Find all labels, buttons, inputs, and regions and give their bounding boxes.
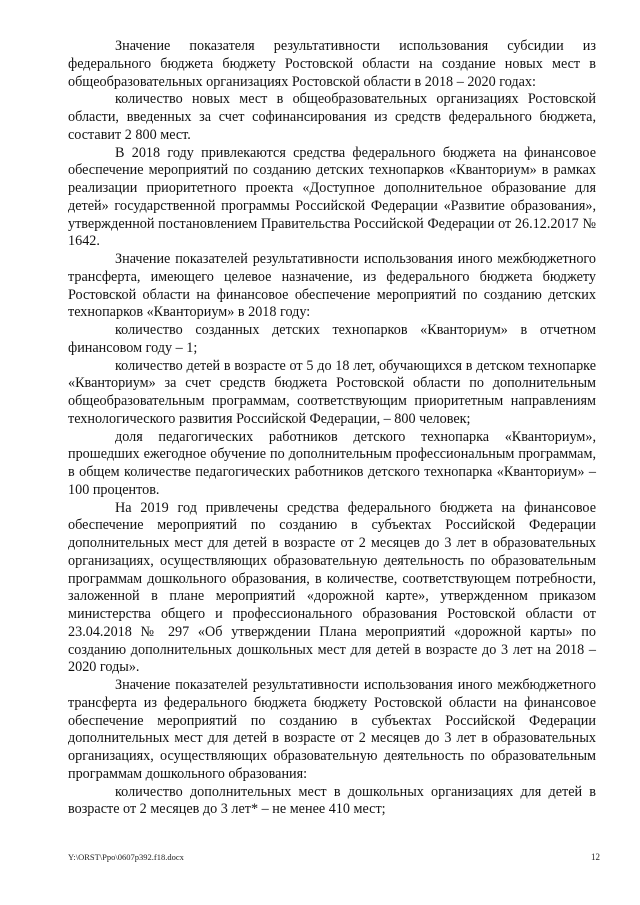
paragraph: В 2018 году привлекаются средства федерального бюджета на финансовое обеспечение мероприятий по созданию детских технопарков «Кванториум» в рамках реализации приоритетного проекта «Доступное дополнительное образование для детей» государственной программы Российской Федерации «Развитие образования», утвержденной постановлением Правительства Российской Федерации от 26.12.2017 № 1642. [68, 144, 596, 250]
paragraph: количество детей в возрасте от 5 до 18 лет, обучающихся в детском технопарке «Кванториум» за счет средств бюджета Ростовской области по дополнительным общеобразовательным программам, соответствующим приоритетным направлениям технологического развития Российской Федерации, – 800 человек; [68, 357, 596, 427]
paragraph: доля педагогических работников детского технопарка «Кванториум», прошедших ежегодное обучение по дополнительным профессиональным программам, в общем количестве педагогических работников детского технопарка «Кванториум» – 100 процентов. [68, 428, 596, 498]
paragraph: На 2019 год привлечены средства федерального бюджета на финансовое обеспечение мероприятий по созданию в субъектах Российской Федерации дополнительных мест для детей в возрасте от 2 месяцев до 3 лет в образовательных организациях, осуществляющих образовательную деятельность по образовательным программам дошкольного образования, в количестве, соответствующем потребности, заложенной в плане мероприятий «дорожной карте», утвержденном приказом министерства общего и профессионального образования Ростовской области от 23.04.2018 № 297 «Об утверждении Плана мероприятий «дорожной карты» по созданию дополнительных дошкольных мест для детей в возрасте до 3 лет на 2018 – 2020 годы». [68, 499, 596, 676]
paragraph: Значение показателя результативности использования субсидии из федерального бюджета бюджету Ростовской области на создание новых мест в общеобразовательных организациях Ростовской области в 2018 – 2020 годах: [68, 38, 596, 90]
paragraph: количество созданных детских технопарков «Кванториум» в отчетном финансовом году – 1; [68, 322, 596, 356]
footer-page-number: 12 [591, 852, 600, 862]
paragraph: количество дополнительных мест в дошкольных организациях для детей в возрасте от 2 месяцев до 3 лет* – не менее 410 мест; [68, 783, 596, 818]
paragraph: Значение показателей результативности использования иного межбюджетного трансферта, имеющего целевое назначение, из федерального бюджета бюджету Ростовской области на финансовое обеспечение мероприятий по созданию детских технопарков «Кванториум» в 2018 году: [68, 251, 596, 321]
paragraph: количество новых мест в общеобразовательных организациях Ростовской области, введенных за счет софинансирования из средств федерального бюджета, составит 2 800 мест. [68, 91, 596, 143]
footer-file-path: Y:\ORST\Ppo\0607p392.f18.docx [68, 852, 184, 862]
document-body [68, 38, 596, 819]
paragraph: Значение показателей результативности использования иного межбюджетного трансферта из федерального бюджета бюджету Ростовской области на финансовое обеспечение мероприятий по созданию в субъектах Российской Федерации дополнительных мест для детей в возрасте от 2 месяцев до 3 лет в образовательных организациях, осуществляющих образовательную деятельность по образовательным программам дошкольного образования: [68, 677, 596, 782]
